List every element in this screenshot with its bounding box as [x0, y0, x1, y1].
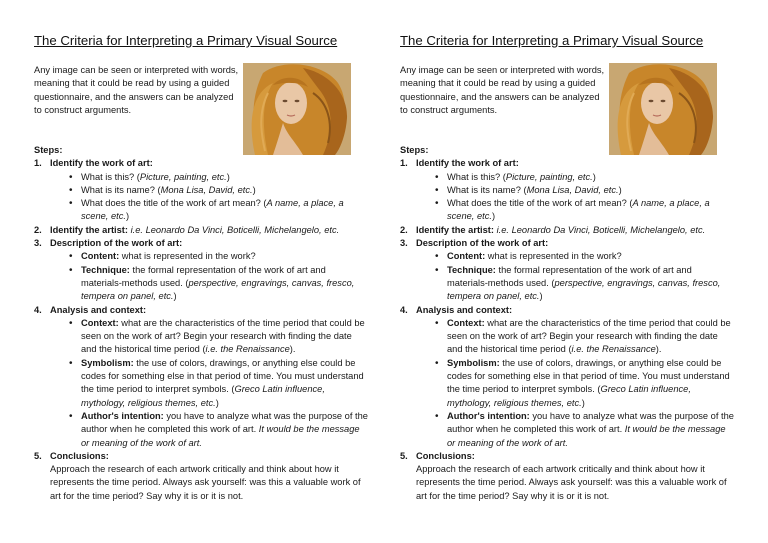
steps-list — [34, 157, 369, 503]
steps-section — [34, 144, 369, 503]
handout-right — [366, 0, 750, 543]
step-text: i.e. Leonardo Da Vinci, Boticelli, Michelangelo, etc. — [494, 224, 706, 235]
conclusion-text: Approach the research of each artwork critically and think about how it represents the time period. Always ask yourself: was this a valuable work of art for the time period? Say why it is or it is not. — [416, 464, 727, 501]
step-heading: Analysis and context: — [50, 304, 147, 315]
step-4 — [34, 304, 369, 450]
step-number: 2. — [34, 224, 42, 235]
conclusion-text: Approach the research of each artwork critically and think about how it represents the time period. Always ask yourself: was this a valuable work of art for the time period? Say why it is or it is not. — [50, 464, 361, 501]
list-item: • Content: what is represented in the work? — [67, 250, 369, 263]
step-heading: Identify the work of art: — [416, 158, 519, 169]
step-heading: Conclusions: — [50, 450, 109, 461]
step-heading: Identify the artist: — [50, 224, 128, 235]
list-item: • Symbolism: the use of colors, drawings, or anything else could be codes for something else in that period of time. You must understand the time period to interpret symbols. (Greco Latin influence, mythology, religious themes, etc.) — [433, 357, 735, 410]
step-number: 2. — [400, 224, 408, 235]
step-number: 3. — [34, 238, 42, 249]
list-item: • Author's intention: you have to analyze what was the purpose of the author when he completed this work of art. It would be the message or meaning of the work of art. — [433, 410, 735, 450]
step-heading: Description of the work of art: — [50, 238, 183, 249]
page-title: The Criteria for Interpreting a Primary Visual Source — [400, 33, 704, 48]
step-heading: Conclusions: — [416, 450, 475, 461]
list-item: • Symbolism: the use of colors, drawings, or anything else could be codes for something else in that period of time. You must understand the time period to interpret symbols. (Greco Latin influence, mythology, religious themes, etc.) — [67, 357, 369, 410]
step-2 — [34, 224, 369, 237]
list-item: • Content: what is represented in the work? — [433, 250, 735, 263]
portrait-image — [243, 63, 351, 155]
list-item: • What is this? (Picture, painting, etc.) — [67, 171, 369, 184]
steps-list — [400, 157, 735, 503]
list-item: • What is its name? (Mona Lisa, David, etc.) — [67, 184, 369, 197]
step-number: 5. — [400, 450, 408, 461]
step-5 — [400, 450, 735, 503]
step-4 — [400, 304, 735, 450]
step-heading: Description of the work of art: — [416, 238, 549, 249]
page-title: The Criteria for Interpreting a Primary Visual Source — [34, 33, 338, 48]
sub-list — [50, 171, 369, 224]
step-1 — [400, 157, 735, 223]
step-heading: Identify the work of art: — [50, 158, 153, 169]
step-number: 1. — [400, 158, 408, 169]
step-heading: Analysis and context: — [416, 304, 513, 315]
list-item: • Context: what are the characteristics of the time period that could be seen on the work of art? Begin your research with finding the date and the historical time period (i.e. the Renaissance). — [67, 317, 369, 357]
sub-list — [416, 171, 735, 224]
sub-list — [416, 317, 735, 450]
portrait-painting — [243, 63, 351, 155]
step-number: 4. — [400, 304, 408, 315]
step-number: 3. — [400, 238, 408, 249]
list-item: • Technique: the formal representation of the work of art and materials-methods used. (perspective, engravings, canvas, fresco, tempera on panel, etc.) — [67, 264, 369, 304]
list-item: • What is its name? (Mona Lisa, David, etc.) — [433, 184, 735, 197]
list-item: • What does the title of the work of art mean? (A name, a place, a scene, etc.) — [67, 197, 369, 224]
list-item: • What does the title of the work of art mean? (A name, a place, a scene, etc.) — [433, 197, 735, 224]
list-item: • What is this? (Picture, painting, etc.) — [433, 171, 735, 184]
step-3 — [400, 237, 735, 303]
sub-list — [50, 250, 369, 303]
list-item: • Technique: the formal representation of the work of art and materials-methods used. (perspective, engravings, canvas, fresco, tempera on panel, etc.) — [433, 264, 735, 304]
list-item: • Context: what are the characteristics of the time period that could be seen on the work of art? Begin your research with finding the date and the historical time period (i.e. the Renaissance). — [433, 317, 735, 357]
portrait-image — [609, 63, 717, 155]
steps-section — [400, 144, 735, 503]
steps-heading: Steps: — [400, 145, 429, 155]
step-heading: Identify the artist: — [416, 224, 494, 235]
list-item: • Author's intention: you have to analyze what was the purpose of the author when he completed this work of art. It would be the message or meaning of the work of art. — [67, 410, 369, 450]
step-5 — [34, 450, 369, 503]
step-number: 5. — [34, 450, 42, 461]
step-number: 1. — [34, 158, 42, 169]
sub-list — [416, 250, 735, 303]
step-1 — [34, 157, 369, 223]
intro-paragraph: Any image can be seen or interpreted with words, meaning that it could be read by using a guided questionnaire, and the answers can be analyzed to construct arguments. — [34, 65, 239, 116]
step-3 — [34, 237, 369, 303]
step-2 — [400, 224, 735, 237]
intro-paragraph: Any image can be seen or interpreted with words, meaning that it could be read by using a guided questionnaire, and the answers can be analyzed to construct arguments. — [400, 65, 605, 116]
steps-heading: Steps: — [34, 145, 63, 155]
sub-list — [50, 317, 369, 450]
step-text: i.e. Leonardo Da Vinci, Boticelli, Michelangelo, etc. — [128, 224, 340, 235]
portrait-painting — [609, 63, 717, 155]
step-number: 4. — [34, 304, 42, 315]
